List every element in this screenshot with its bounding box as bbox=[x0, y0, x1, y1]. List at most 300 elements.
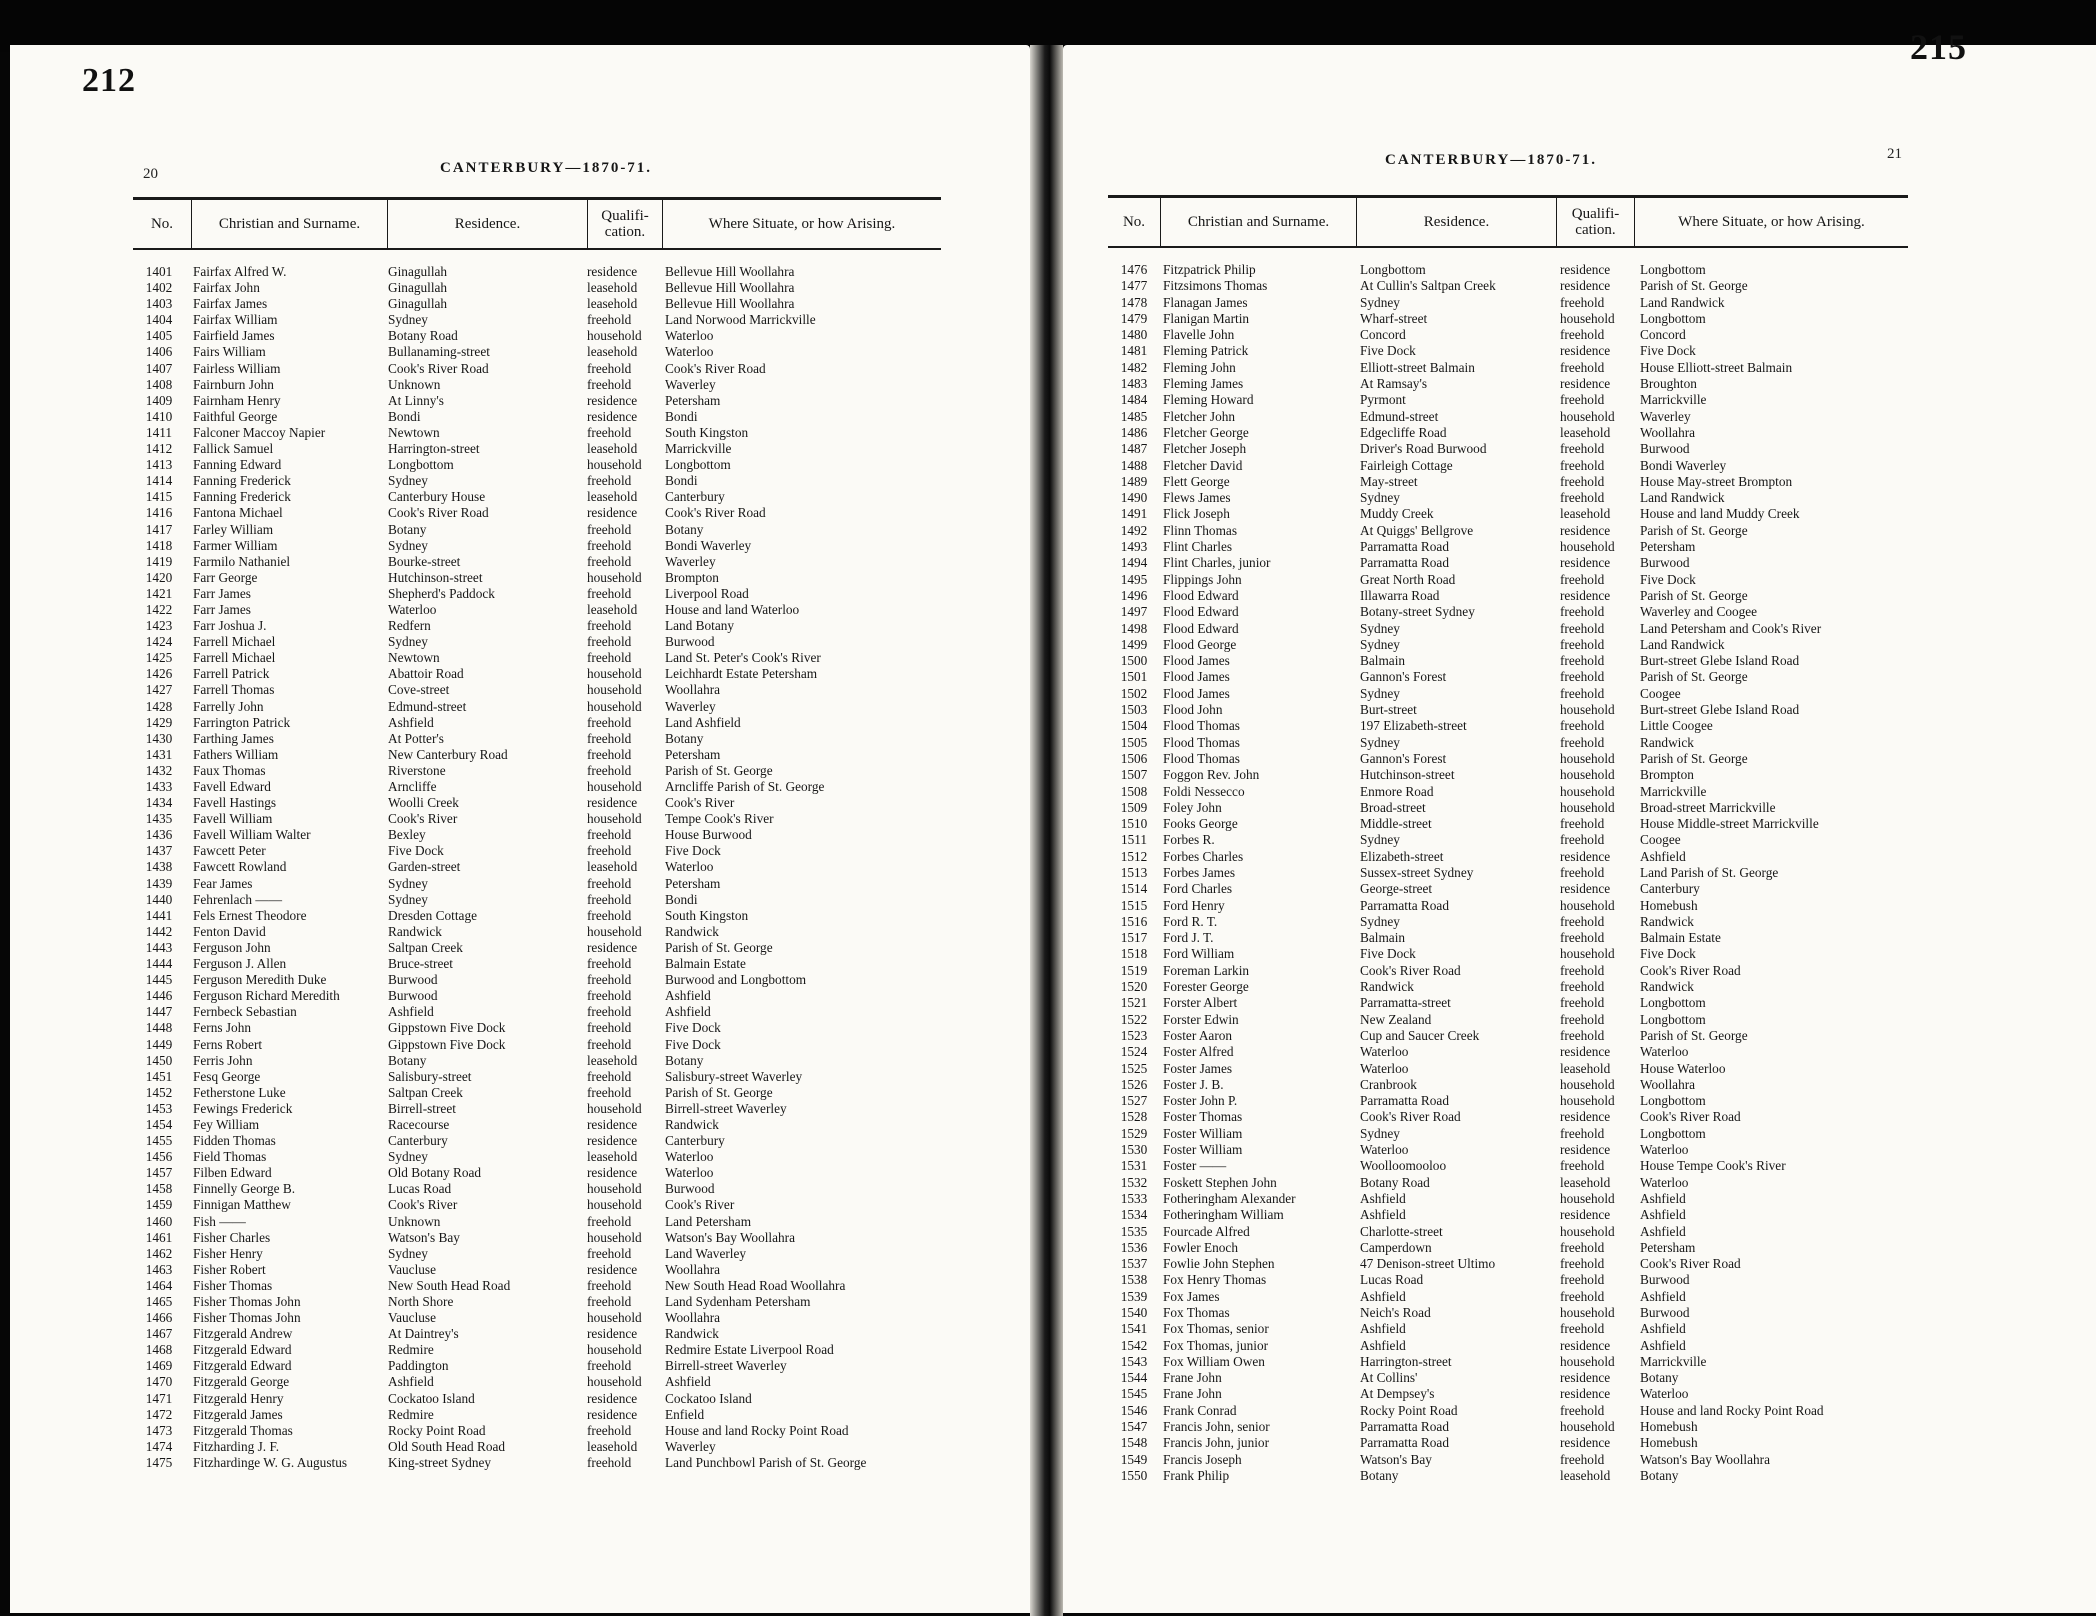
qualification: freehold bbox=[1560, 1272, 1605, 1288]
property-location: Ashfield bbox=[1640, 1337, 1686, 1353]
residence: Bullanaming-street bbox=[388, 344, 490, 360]
table-row bbox=[1108, 523, 1908, 539]
voter-name: Fitzgerald George bbox=[193, 1374, 290, 1390]
entry-number: 1450 bbox=[145, 1052, 173, 1068]
qualification: freehold bbox=[587, 1294, 632, 1309]
residence: Longbottom bbox=[1360, 262, 1426, 277]
table-row bbox=[133, 344, 941, 360]
voter-name: Foley John bbox=[1163, 799, 1222, 815]
entry-number: 1457 bbox=[145, 1165, 173, 1181]
qualification: freehold bbox=[587, 650, 632, 666]
property-location: Waterloo bbox=[665, 1165, 714, 1181]
residence: Gippstown Five Dock bbox=[388, 1020, 506, 1036]
property-location: Redmire Estate Liverpool Road bbox=[665, 1342, 834, 1358]
table-row bbox=[133, 634, 941, 650]
residence: Enmore Road bbox=[1360, 783, 1434, 799]
voter-name: Flett George bbox=[1163, 473, 1230, 489]
property-location: Leichhardt Estate Petersham bbox=[665, 666, 818, 682]
voter-name: Fidden Thomas bbox=[193, 1133, 276, 1149]
table-row bbox=[1108, 278, 1908, 294]
voter-name: Fallick Samuel bbox=[193, 441, 274, 457]
voter-name: Fairless William bbox=[193, 360, 281, 376]
residence: Ashfield bbox=[388, 714, 434, 730]
entry-number: 1439 bbox=[145, 875, 173, 891]
property-location: Waverley bbox=[665, 553, 716, 569]
property-location: Brompton bbox=[665, 569, 719, 585]
entry-number: 1485 bbox=[1120, 408, 1148, 424]
entry-number: 1502 bbox=[1120, 685, 1148, 701]
entry-number: 1509 bbox=[1120, 799, 1148, 815]
entry-number: 1508 bbox=[1120, 783, 1148, 799]
qualification: freehold bbox=[587, 312, 632, 328]
property-location: Marrickville bbox=[1640, 392, 1707, 408]
residence: Gippstown Five Dock bbox=[388, 1036, 506, 1052]
table-row bbox=[1108, 832, 1908, 848]
entry-number: 1435 bbox=[145, 811, 173, 827]
voter-name: Fletcher George bbox=[1163, 424, 1249, 440]
residence: Sydney bbox=[388, 537, 428, 553]
property-location: Ashfield bbox=[1640, 1207, 1686, 1223]
qualification: freehold bbox=[587, 827, 632, 843]
property-location: Cockatoo Island bbox=[665, 1390, 752, 1406]
entry-number: 1455 bbox=[145, 1133, 173, 1149]
table-row bbox=[1108, 1093, 1908, 1109]
qualification: leasehold bbox=[587, 441, 638, 457]
table-row bbox=[133, 538, 941, 554]
qualification: residence bbox=[587, 408, 638, 424]
property-location: Coogee bbox=[1640, 685, 1681, 701]
voter-name: Ford J. T. bbox=[1163, 930, 1214, 946]
residence: Cook's River Road bbox=[388, 360, 489, 376]
voter-name: Flood Thomas bbox=[1163, 718, 1240, 734]
qualification: freehold bbox=[1560, 653, 1605, 669]
voter-name: Fish —— bbox=[193, 1213, 246, 1229]
voter-name: Fotheringham Alexander bbox=[1163, 1190, 1296, 1206]
table-row bbox=[1108, 637, 1908, 653]
property-location: Ashfield bbox=[1640, 1223, 1686, 1239]
property-location: Bondi bbox=[665, 408, 698, 424]
property-location: Cook's River bbox=[665, 795, 735, 811]
entry-number: 1481 bbox=[1120, 343, 1148, 359]
entry-number: 1408 bbox=[145, 376, 173, 392]
residence: Parramatta-street bbox=[1360, 995, 1451, 1011]
qualification: household bbox=[1560, 1419, 1615, 1435]
entry-number: 1407 bbox=[145, 360, 173, 376]
entry-number: 1496 bbox=[1120, 587, 1148, 603]
voter-name: Fairfax James bbox=[193, 296, 268, 312]
qualification: residence bbox=[1560, 1370, 1611, 1386]
entry-number: 1467 bbox=[145, 1326, 173, 1342]
voter-name: Fairfax John bbox=[193, 280, 260, 296]
residence: At Ramsay's bbox=[1360, 376, 1428, 392]
table-row bbox=[133, 505, 941, 521]
voter-name: Farrell Michael bbox=[193, 650, 276, 666]
property-location: Woollahra bbox=[1640, 424, 1696, 440]
qualification: freehold bbox=[587, 746, 632, 762]
voter-name: Fisher Charles bbox=[193, 1229, 271, 1245]
table-row bbox=[133, 956, 941, 972]
residence: Elliott-street Balmain bbox=[1360, 359, 1475, 375]
qualification: freehold bbox=[1560, 490, 1605, 506]
property-location: Botany bbox=[1640, 1467, 1679, 1483]
entry-number: 1473 bbox=[145, 1422, 173, 1438]
property-location: Tempe Cook's River bbox=[665, 811, 774, 827]
residence: Botany bbox=[388, 1052, 427, 1068]
table-row bbox=[133, 908, 941, 924]
voter-name: Fairnham Henry bbox=[193, 392, 281, 408]
property-location: Land Parish of St. George bbox=[1640, 864, 1779, 880]
voter-name: Favell William bbox=[193, 811, 273, 827]
residence: Botany Road bbox=[1360, 1174, 1430, 1190]
voter-name: Flood Thomas bbox=[1163, 750, 1240, 766]
entry-number: 1517 bbox=[1120, 930, 1148, 946]
residence: Botany Road bbox=[388, 328, 458, 344]
voter-name: Favell Edward bbox=[193, 779, 271, 794]
voter-name: Frank Conrad bbox=[1163, 1402, 1237, 1418]
voter-name: Ford Henry bbox=[1163, 897, 1225, 913]
residence: Five Dock bbox=[1360, 343, 1416, 359]
property-location: Ashfield bbox=[1640, 1288, 1686, 1304]
table-row bbox=[133, 1181, 941, 1197]
voter-name: Flanigan Martin bbox=[1163, 310, 1250, 326]
entry-number: 1444 bbox=[145, 956, 173, 972]
property-location: Land Petersham and Cook's River bbox=[1640, 620, 1822, 636]
property-location: House Burwood bbox=[665, 827, 752, 843]
property-location: Randwick bbox=[1640, 979, 1694, 995]
residence: Newtown bbox=[388, 650, 440, 666]
table-row bbox=[1108, 1354, 1908, 1370]
table-row bbox=[1108, 881, 1908, 897]
entry-number: 1422 bbox=[145, 601, 173, 617]
entry-number: 1507 bbox=[1120, 767, 1148, 783]
entry-number: 1460 bbox=[145, 1213, 173, 1229]
residence: Ashfield bbox=[1360, 1207, 1406, 1223]
property-location: Burwood and Longbottom bbox=[665, 972, 807, 988]
property-location: Bellevue Hill Woollahra bbox=[665, 280, 795, 296]
property-location: Ashfield bbox=[665, 1374, 711, 1390]
property-location: Broughton bbox=[1640, 376, 1697, 392]
voter-name: Francis Joseph bbox=[1163, 1451, 1242, 1467]
property-location: Waverley bbox=[665, 698, 716, 714]
entry-number: 1521 bbox=[1120, 995, 1148, 1011]
residence: Parramatta Road bbox=[1360, 1093, 1449, 1109]
qualification: residence bbox=[587, 1133, 638, 1149]
residence: Randwick bbox=[388, 923, 442, 939]
table-row bbox=[1108, 425, 1908, 441]
residence: Hutchinson-street bbox=[1360, 767, 1455, 783]
voter-name: Fleming John bbox=[1163, 359, 1236, 375]
entry-number: 1488 bbox=[1120, 457, 1148, 473]
entry-number: 1480 bbox=[1120, 327, 1148, 343]
entry-number: 1465 bbox=[145, 1294, 173, 1309]
entry-number: 1545 bbox=[1120, 1386, 1148, 1402]
residence: Ashfield bbox=[1360, 1190, 1406, 1206]
residence: New South Head Road bbox=[388, 1277, 511, 1293]
residence: Paddington bbox=[388, 1358, 449, 1374]
table-row bbox=[1108, 800, 1908, 816]
property-location: Enfield bbox=[665, 1406, 705, 1422]
residence: Sydney bbox=[388, 634, 428, 650]
table-row bbox=[133, 1053, 941, 1069]
qualification: freehold bbox=[587, 988, 632, 1004]
residence: Cranbrook bbox=[1360, 1076, 1417, 1092]
voter-name: Foster James bbox=[1163, 1060, 1233, 1076]
residence: Edgecliffe Road bbox=[1360, 424, 1447, 440]
table-row bbox=[133, 859, 941, 875]
residence: Bourke-street bbox=[388, 553, 461, 569]
voter-name: Fisher Henry bbox=[193, 1245, 263, 1261]
voter-name: Flood James bbox=[1163, 685, 1230, 701]
qualification: freehold bbox=[587, 875, 632, 891]
header-name: Christian and Surname. bbox=[1160, 198, 1356, 246]
qualification: leasehold bbox=[1560, 506, 1611, 522]
property-location: Concord bbox=[1640, 327, 1686, 343]
table-row bbox=[1108, 865, 1908, 881]
qualification: freehold bbox=[1560, 327, 1605, 343]
table-row bbox=[1108, 1012, 1908, 1028]
entry-number: 1474 bbox=[145, 1438, 173, 1454]
property-location: Burwood bbox=[665, 634, 715, 650]
residence: Broad-street bbox=[1360, 799, 1426, 815]
table-row bbox=[133, 457, 941, 473]
qualification: freehold bbox=[1560, 1239, 1605, 1255]
qualification: residence bbox=[1560, 1044, 1611, 1060]
table-row bbox=[133, 1037, 941, 1053]
entry-number: 1416 bbox=[145, 505, 173, 521]
entry-number: 1471 bbox=[145, 1390, 173, 1406]
qualification: household bbox=[1560, 1353, 1615, 1369]
property-location: Land Randwick bbox=[1640, 294, 1725, 310]
table-row bbox=[1108, 555, 1908, 571]
voter-name: Favell William Walter bbox=[193, 827, 311, 843]
table-row bbox=[1108, 1435, 1908, 1451]
residence: Middle-street bbox=[1360, 816, 1432, 832]
voter-name: Fairfax William bbox=[193, 312, 278, 328]
residence: Parramatta Road bbox=[1360, 539, 1449, 555]
entry-number: 1415 bbox=[145, 489, 173, 505]
entry-number: 1491 bbox=[1120, 506, 1148, 522]
qualification: household bbox=[587, 1342, 642, 1358]
entry-number: 1454 bbox=[145, 1116, 173, 1132]
table-row bbox=[133, 666, 941, 682]
qualification: freehold bbox=[587, 1358, 632, 1374]
table-row bbox=[1108, 506, 1908, 522]
entry-number: 1445 bbox=[145, 972, 173, 988]
voter-name: Fesq George bbox=[193, 1068, 261, 1084]
qualification: freehold bbox=[1560, 816, 1605, 832]
residence: Randwick bbox=[1360, 979, 1414, 995]
voter-name: Forester George bbox=[1163, 979, 1249, 995]
table-row bbox=[1108, 327, 1908, 343]
table-row bbox=[133, 425, 941, 441]
property-location: Coogee bbox=[1640, 832, 1681, 848]
table-row bbox=[1108, 995, 1908, 1011]
table-row bbox=[1108, 849, 1908, 865]
entry-number: 1432 bbox=[145, 762, 173, 778]
qualification: residence bbox=[1560, 1337, 1611, 1353]
qualification: freehold bbox=[1560, 620, 1605, 636]
table-row bbox=[1108, 1191, 1908, 1207]
voter-name: Fanning Edward bbox=[193, 457, 282, 473]
entry-number: 1446 bbox=[145, 988, 173, 1004]
table-row bbox=[133, 1197, 941, 1213]
entry-number: 1514 bbox=[1120, 881, 1148, 897]
residence: Waterloo bbox=[1360, 1044, 1409, 1060]
table-row bbox=[133, 924, 941, 940]
residence: Garden-street bbox=[388, 859, 461, 875]
residence: Sydney bbox=[1360, 636, 1400, 652]
table-row bbox=[133, 570, 941, 586]
entry-number: 1524 bbox=[1120, 1044, 1148, 1060]
residence: Newtown bbox=[388, 424, 440, 440]
table-row bbox=[1108, 1272, 1908, 1288]
table-row bbox=[133, 1262, 941, 1278]
table-row bbox=[1108, 718, 1908, 734]
property-location: Randwick bbox=[665, 1116, 719, 1132]
entry-number: 1522 bbox=[1120, 1011, 1148, 1027]
residence: Old South Head Road bbox=[388, 1438, 506, 1454]
table-row bbox=[133, 715, 941, 731]
table-row bbox=[133, 473, 941, 489]
property-location: House Tempe Cook's River bbox=[1640, 1158, 1786, 1174]
table-row bbox=[133, 1455, 941, 1471]
qualification: freehold bbox=[587, 972, 632, 988]
entry-number: 1429 bbox=[145, 714, 173, 730]
header-no: No. bbox=[150, 216, 174, 232]
table-row bbox=[133, 827, 941, 843]
property-location: Ashfield bbox=[1640, 1190, 1686, 1206]
qualification: residence bbox=[1560, 522, 1611, 538]
residence: Unknown bbox=[388, 1213, 441, 1229]
voter-name: Ferris John bbox=[193, 1052, 253, 1068]
qualification: freehold bbox=[1560, 979, 1605, 995]
property-location: Parish of St. George bbox=[1640, 750, 1748, 766]
table-row bbox=[133, 1165, 941, 1181]
entry-number: 1448 bbox=[145, 1020, 173, 1036]
property-location: Five Dock bbox=[1640, 946, 1696, 962]
residence: Vaucluse bbox=[388, 1261, 436, 1277]
qualification: household bbox=[587, 698, 642, 714]
entry-number: 1536 bbox=[1120, 1239, 1148, 1255]
qualification: household bbox=[1560, 702, 1615, 718]
property-location: House and land Rocky Point Road bbox=[1640, 1402, 1824, 1418]
entry-number: 1512 bbox=[1120, 848, 1148, 864]
residence: Woolli Creek bbox=[388, 795, 459, 811]
voter-name: Flood George bbox=[1163, 636, 1237, 652]
entry-number: 1503 bbox=[1120, 702, 1148, 718]
voter-name: Flint Charles, junior bbox=[1163, 555, 1271, 571]
voter-name: Ferguson Richard Meredith bbox=[193, 988, 340, 1004]
qualification: freehold bbox=[1560, 930, 1605, 946]
property-location: Woollahra bbox=[665, 1261, 721, 1277]
entry-number: 1468 bbox=[145, 1342, 173, 1358]
qualification: residence bbox=[587, 1165, 638, 1181]
residence: Pyrmont bbox=[1360, 392, 1406, 408]
qualification: residence bbox=[1560, 881, 1611, 897]
residence: Parramatta Road bbox=[1360, 1435, 1449, 1451]
voter-name: Francis John, senior bbox=[1163, 1419, 1270, 1435]
property-location: Five Dock bbox=[1640, 571, 1696, 587]
residence: Sydney bbox=[388, 891, 428, 907]
table-row bbox=[133, 393, 941, 409]
voter-name: Fletcher John bbox=[1163, 408, 1236, 424]
residence: Great North Road bbox=[1360, 571, 1456, 587]
property-location: Woollahra bbox=[665, 682, 721, 698]
qualification: freehold bbox=[587, 521, 632, 537]
voter-name: Flavelle John bbox=[1163, 327, 1235, 343]
qualification: freehold bbox=[587, 473, 632, 489]
residence: Redmire bbox=[388, 1406, 434, 1422]
qualification: residence bbox=[587, 1390, 638, 1406]
property-location: Petersham bbox=[1640, 1239, 1696, 1255]
qualification: residence bbox=[1560, 1435, 1611, 1451]
header-qualification: Qualifi- cation. bbox=[1556, 198, 1634, 246]
residence: Woolloomooloo bbox=[1360, 1158, 1447, 1174]
qualification: freehold bbox=[1560, 962, 1605, 978]
residence: Unknown bbox=[388, 376, 441, 392]
table-row bbox=[1108, 360, 1908, 376]
table-row bbox=[1108, 1158, 1908, 1174]
residence: Cup and Saucer Creek bbox=[1360, 1027, 1480, 1043]
entry-number: 1534 bbox=[1120, 1207, 1148, 1223]
qualification: freehold bbox=[1560, 1402, 1605, 1418]
voter-name: Foster J. B. bbox=[1163, 1076, 1224, 1092]
property-location: Petersham bbox=[1640, 539, 1696, 555]
qualification: household bbox=[587, 1374, 642, 1390]
residence: Abattoir Road bbox=[388, 666, 464, 682]
voter-name: Francis John, junior bbox=[1163, 1435, 1269, 1451]
table-header bbox=[133, 197, 941, 250]
property-location: Botany bbox=[665, 1052, 704, 1068]
voter-name: Foster —— bbox=[1163, 1158, 1227, 1174]
voter-name: Fleming Howard bbox=[1163, 392, 1254, 408]
entry-number: 1501 bbox=[1120, 669, 1148, 685]
qualification: freehold bbox=[1560, 457, 1605, 473]
table-row bbox=[1108, 588, 1908, 604]
property-location: Cook's River Road bbox=[1640, 1109, 1741, 1125]
entry-number: 1434 bbox=[145, 795, 173, 811]
entry-number: 1413 bbox=[145, 457, 173, 473]
voter-name: Falconer Maccoy Napier bbox=[193, 424, 326, 440]
table-row bbox=[133, 763, 941, 779]
voter-name: Foster Alfred bbox=[1163, 1044, 1234, 1060]
residence: North Shore bbox=[388, 1294, 454, 1309]
voter-name: Fooks George bbox=[1163, 816, 1238, 832]
property-location: Ashfield bbox=[665, 1004, 711, 1020]
property-location: Longbottom bbox=[1640, 1093, 1706, 1109]
qualification: freehold bbox=[1560, 734, 1605, 750]
table-row bbox=[133, 377, 941, 393]
residence: At Cullin's Saltpan Creek bbox=[1360, 278, 1496, 294]
property-location: Bondi Waverley bbox=[1640, 457, 1727, 473]
table-row bbox=[133, 441, 941, 457]
scan-page-number-left: 212 bbox=[82, 62, 136, 99]
entry-number: 1523 bbox=[1120, 1027, 1148, 1043]
table-row bbox=[133, 1278, 941, 1294]
qualification: freehold bbox=[587, 1036, 632, 1052]
entry-number: 1542 bbox=[1120, 1337, 1148, 1353]
entry-number: 1414 bbox=[145, 473, 173, 489]
property-location: Ashfield bbox=[1640, 1321, 1686, 1337]
entry-number: 1441 bbox=[145, 907, 173, 923]
qualification: household bbox=[587, 1310, 642, 1326]
table-row bbox=[1108, 784, 1908, 800]
qualification: freehold bbox=[587, 1020, 632, 1036]
table-row bbox=[133, 409, 941, 425]
property-location: South Kingston bbox=[665, 907, 749, 923]
property-location: Bellevue Hill Woollahra bbox=[665, 296, 795, 312]
table-row bbox=[1108, 1207, 1908, 1223]
